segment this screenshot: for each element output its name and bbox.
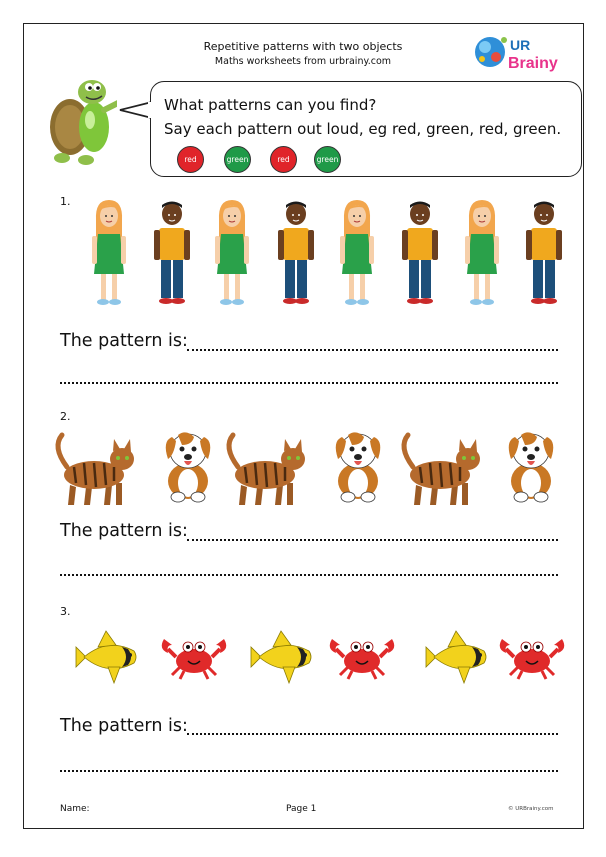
pattern-item-boy (154, 202, 190, 305)
pattern-item-boy (278, 202, 314, 305)
urbrainy-logo (470, 30, 570, 74)
pattern-item-fish (76, 631, 136, 683)
question-3-number: 3. (60, 605, 71, 618)
name-label: Name: (60, 804, 90, 814)
question-1-answer-line-2[interactable] (60, 380, 558, 384)
question-2-answer-line-2[interactable] (60, 572, 558, 576)
question-2-answer-line-1[interactable] (187, 537, 558, 541)
pattern-item-cat (404, 435, 480, 505)
chip-red-2: red (270, 146, 297, 173)
question-2-number: 2. (60, 410, 71, 423)
pattern-item-dog (509, 432, 554, 502)
chip-green-1: green (224, 146, 251, 173)
pattern-item-cat (58, 435, 134, 505)
pattern-item-fish (426, 631, 486, 683)
worksheet-subtitle: Maths worksheets from urbrainy.com (214, 56, 392, 67)
pattern-item-boy (402, 202, 438, 305)
pattern-item-girl (92, 200, 126, 305)
logo-ur-text: UR (510, 37, 531, 53)
pattern-item-dog (336, 432, 381, 502)
chip-green-2: green (314, 146, 341, 173)
question-1-pattern (0, 200, 606, 305)
pattern-item-girl (215, 200, 249, 305)
copyright-text: © URBrainy.com (508, 806, 554, 812)
bubble-question: What patterns can you find? (164, 96, 377, 114)
question-3-answer-line-1[interactable] (187, 731, 558, 735)
question-2-pattern (0, 425, 606, 505)
pattern-item-crab (330, 639, 395, 679)
pattern-item-crab (500, 639, 565, 679)
question-2-pattern-label: The pattern is: (60, 521, 188, 541)
worksheet-title: Repetitive patterns with two objects (203, 40, 403, 53)
turtle-mascot (42, 72, 117, 167)
pattern-item-cat (229, 435, 305, 505)
chip-red-1: red (177, 146, 204, 173)
pattern-item-girl (465, 200, 499, 305)
pattern-item-dog (166, 432, 211, 502)
bubble-instruction: Say each pattern out loud, eg red, green, red, green. (164, 120, 562, 138)
page-number: Page 1 (286, 804, 317, 814)
pattern-item-girl (340, 200, 374, 305)
question-1-pattern-label: The pattern is: (60, 331, 188, 351)
pattern-item-boy (526, 202, 562, 305)
question-3-pattern-label: The pattern is: (60, 716, 188, 736)
question-1-answer-line-1[interactable] (187, 347, 558, 351)
logo-brainy-text: Brainy (508, 55, 558, 72)
question-1-number: 1. (60, 195, 71, 208)
pattern-item-crab (162, 639, 227, 679)
pattern-item-fish (251, 631, 311, 683)
question-3-pattern (0, 625, 606, 695)
question-3-answer-line-2[interactable] (60, 768, 558, 772)
